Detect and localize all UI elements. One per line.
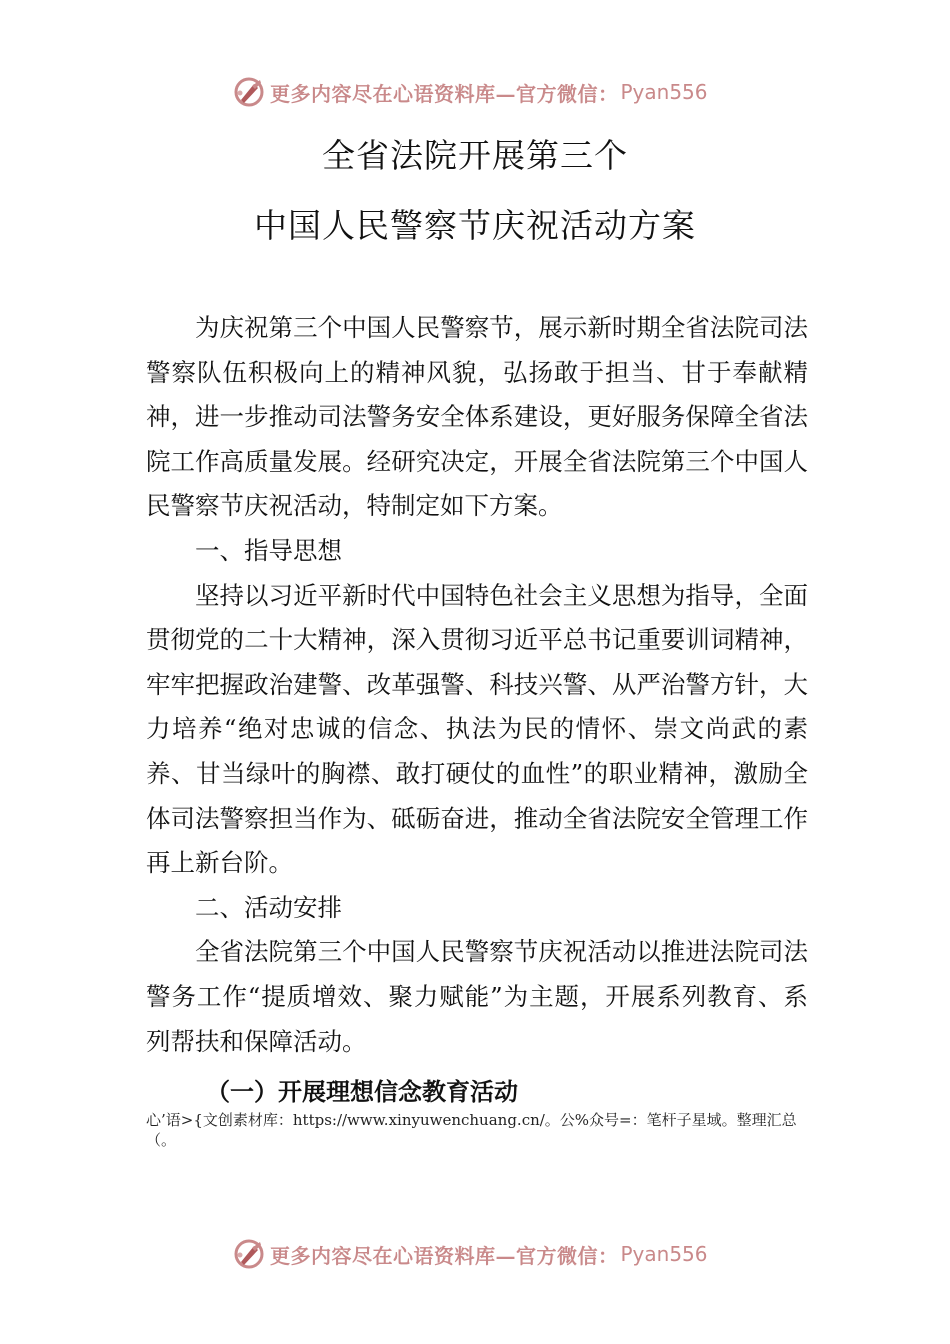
- watermark-banner-bottom: [232, 1234, 752, 1274]
- watermark-wechat-id: Pyan556: [620, 1242, 708, 1266]
- pen-nib-logo-icon: [232, 1237, 266, 1271]
- document-title-line2: 中国人民警察节庆祝活动方案: [254, 206, 696, 245]
- watermark-wechat-id: Pyan556: [620, 80, 708, 104]
- document-body: [146, 306, 808, 1064]
- document-title-line1: 全省法院开展第三个: [322, 136, 628, 175]
- watermark-banner-top: [232, 72, 752, 112]
- section2-heading: 二、活动安排: [195, 892, 342, 922]
- intro-paragraph: 为庆祝第三个中国人民警察节，展示新时期全省法院司法警察队伍积极向上的精神风貌，弘扬敢于担当、甘于奉献精神，进一步推动司法警务安全体系建设，更好服务保障全省法院工作高质量发展。经研究决定，开展全省法院第三个中国人民警察节庆祝活动，特制定如下方案。: [146, 313, 808, 521]
- source-footnote: 心’语>{文创素材库：https://www.xinyuwenchuang.cn/。公%众号=：笔杆子星域。整理汇总（。: [146, 1111, 797, 1149]
- pen-nib-logo-icon: [232, 75, 266, 109]
- section1-paragraph: 坚持以习近平新时代中国特色社会主义思想为指导，全面贯彻党的二十大精神，深入贯彻习近平总书记重要训词精神，牢牢把握政治建警、改革强警、科技兴警、从严治警方针，大力培养“绝对忠诚的信念、执法为民的情怀、崇文尚武的素养、甘当绿叶的胸襟、敢打硬仗的血性”的职业精神，激励全体司法警察担当作为、砥砺奋进，推动全省法院安全管理工作再上新台阶。: [146, 580, 808, 878]
- subsection1-heading: （一）开展理想信念教育活动: [206, 1078, 518, 1106]
- section2-paragraph: 全省法院第三个中国人民警察节庆祝活动以推进法院司法警务工作“提质增效、聚力赋能”为主题，开展系列教育、系列帮扶和保障活动。: [146, 937, 808, 1056]
- watermark-text: 更多内容尽在心语资料库—官方微信：: [270, 1243, 619, 1268]
- section1-heading: 一、指导思想: [195, 535, 342, 565]
- watermark-text: 更多内容尽在心语资料库—官方微信：: [270, 81, 619, 106]
